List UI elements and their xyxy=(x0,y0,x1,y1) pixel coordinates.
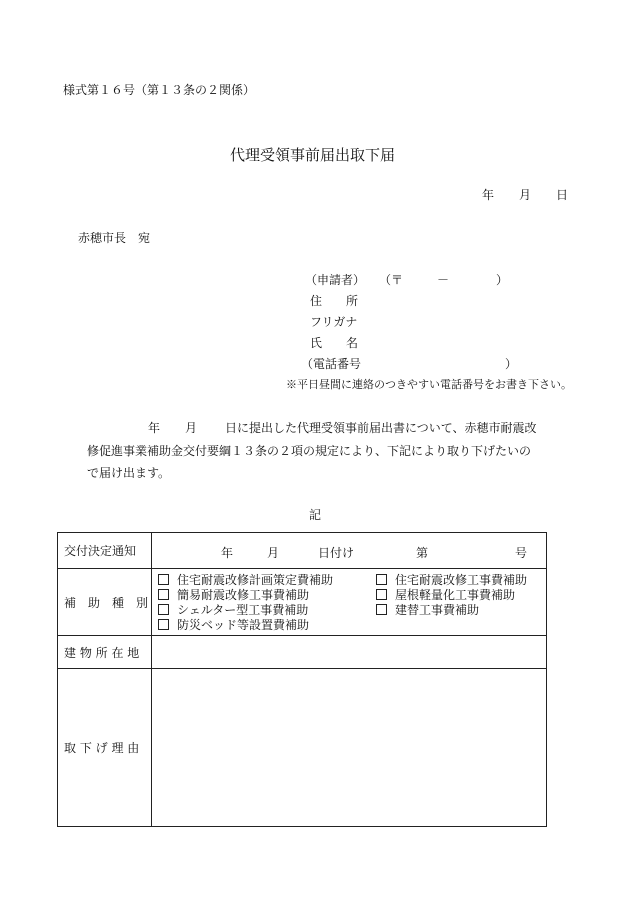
subsidy-type-row xyxy=(58,569,547,636)
ki-heading: 記 xyxy=(309,508,322,522)
option-bed[interactable] xyxy=(158,618,376,633)
option-label: 防災ベッド等設置費補助 xyxy=(177,618,310,632)
checkbox[interactable] xyxy=(376,604,387,615)
date-day: 日 xyxy=(556,188,569,202)
checkbox[interactable] xyxy=(376,589,387,600)
location-label: 建 物 所 在 地 xyxy=(58,636,152,669)
option-simple[interactable] xyxy=(158,588,376,603)
checkbox[interactable] xyxy=(158,589,169,600)
reason-field[interactable] xyxy=(152,669,547,827)
phone-note: ※平日昼間に連絡のつきやすい電話番号をお書き下さい。 xyxy=(286,378,572,391)
notice-go: 号 xyxy=(515,545,528,560)
notice-dai: 第 xyxy=(416,545,429,560)
addressee: 赤穂市長 宛 xyxy=(78,231,151,245)
name-label: 氏 名 xyxy=(310,336,359,350)
notice-cell[interactable] xyxy=(152,533,547,569)
option-shelter[interactable] xyxy=(158,603,376,618)
application-table xyxy=(57,532,547,827)
body-month: 月 xyxy=(185,421,198,435)
postal-prefix: （〒 xyxy=(379,273,404,287)
notice-year: 年 xyxy=(221,545,234,560)
option-label: 住宅耐震改修計画策定費補助 xyxy=(177,573,334,587)
date-month: 月 xyxy=(519,188,532,202)
postal-suffix: ） xyxy=(496,273,509,287)
postal-dash: － xyxy=(437,273,450,287)
checkbox[interactable] xyxy=(158,619,169,630)
body-line2: 修促進事業補助金交付要綱１３条の２項の規定により、下記により取り下げたいの xyxy=(87,444,532,458)
option-plan[interactable] xyxy=(158,573,376,588)
location-row xyxy=(58,636,547,669)
checkbox[interactable] xyxy=(158,604,169,615)
notice-month: 月 xyxy=(267,545,280,560)
checkbox[interactable] xyxy=(376,574,387,585)
form-number: 様式第１６号（第１３条の２関係） xyxy=(63,83,256,97)
checkbox[interactable] xyxy=(158,574,169,585)
option-label: 屋根軽量化工事費補助 xyxy=(395,588,516,602)
reason-row xyxy=(58,669,547,827)
applicant-label: （申請者） xyxy=(305,273,366,287)
option-label: 建替工事費補助 xyxy=(395,603,480,617)
subsidy-type-label: 補 助 種 別 xyxy=(58,569,152,636)
body-year: 年 xyxy=(148,421,161,435)
body-line3: で届け出ます。 xyxy=(87,466,171,480)
location-field[interactable] xyxy=(152,636,547,669)
option-label: シェルター型工事費補助 xyxy=(177,603,309,617)
phone-label: （電話番号 xyxy=(301,357,362,371)
option-label: 簡易耐震改修工事費補助 xyxy=(177,588,310,602)
notice-label: 交付決定通知 xyxy=(58,533,152,569)
notice-day-suffix: 日付け xyxy=(318,545,355,560)
option-roof[interactable] xyxy=(376,588,536,603)
furigana-label: フリガナ xyxy=(310,315,358,329)
body-line1: 日に提出した代理受領事前届出書について、赤穂市耐震改 xyxy=(225,421,537,435)
option-label: 住宅耐震改修工事費補助 xyxy=(395,573,528,587)
page-title: 代理受領事前届出取下届 xyxy=(230,146,396,164)
address-label: 住 所 xyxy=(310,294,359,308)
reason-label: 取 下 げ 理 由 xyxy=(58,669,152,827)
option-renovation[interactable] xyxy=(376,573,536,588)
subsidy-type-cell xyxy=(152,569,547,636)
phone-close: ） xyxy=(505,357,518,371)
date-year: 年 xyxy=(482,188,495,202)
option-rebuild[interactable] xyxy=(376,603,536,618)
notice-row xyxy=(58,533,547,569)
